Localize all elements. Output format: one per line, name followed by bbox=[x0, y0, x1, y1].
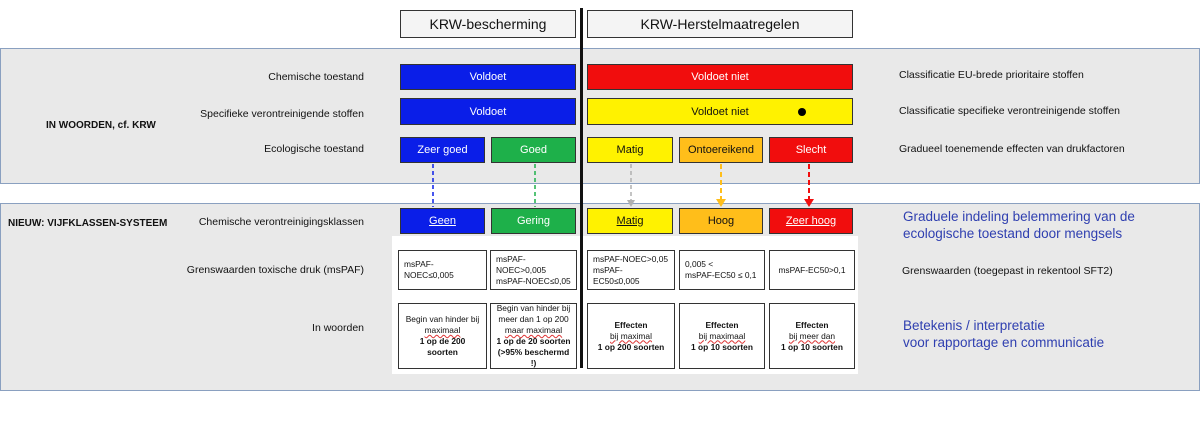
desc-classes-line1: Graduele indeling belemmering van de bbox=[903, 209, 1135, 224]
desc-in-woorden bbox=[903, 317, 1104, 351]
specific-left-text: Voldoet bbox=[469, 105, 507, 118]
class-text-geen: Geen bbox=[429, 215, 456, 227]
limit-zeer-hoog-line1: msPAF-EC50>0,1 bbox=[778, 264, 846, 275]
desc-chemische-toestand: Classificatie EU-brede prioritaire stoffen bbox=[899, 69, 1084, 81]
words-geen-line1: Begin van hinder bij bbox=[405, 314, 480, 324]
words-gering-line3: maar maximaal bbox=[504, 325, 563, 335]
desc-grenswaarden: Grenswaarden (toegepast in rekentool SFT2) bbox=[902, 265, 1113, 277]
desc-words-line1: Betekenis / interpretatie bbox=[903, 318, 1045, 333]
limit-box-matig bbox=[587, 250, 675, 290]
class-text-matig: Matig bbox=[616, 215, 644, 227]
limit-box-hoog bbox=[679, 250, 765, 290]
class-cell-matig bbox=[587, 208, 673, 234]
words-zeer-hoog-line1: Effecten bbox=[795, 319, 829, 330]
row-label-chemische-toestand: Chemische toestand bbox=[268, 71, 364, 83]
words-gering-line2: meer dan 1 op 200 bbox=[498, 314, 569, 324]
limit-hoog-line2: msPAF-EC50 ≤ 0,1 bbox=[685, 270, 757, 280]
desc-classes-line2: ecologische toestand door mengsels bbox=[903, 226, 1123, 241]
desc-specifieke-stoffen: Classificatie specifieke verontreinigende stoffen bbox=[899, 105, 1121, 117]
side-label-vijfklassen: NIEUW: VIJFKLASSEN-SYSTEEM bbox=[8, 218, 168, 229]
limit-matig-line2: msPAF-EC50≤0,005 bbox=[593, 264, 640, 286]
limit-geen-line1: msPAF-NOEC≤0,005 bbox=[404, 259, 454, 280]
desc-words-line2: voor rapportage en communicatie bbox=[903, 335, 1105, 350]
header-krw-bescherming: KRW-bescherming bbox=[400, 10, 576, 38]
words-zeer-hoog-line3: 1 op 10 soorten bbox=[781, 341, 843, 352]
words-hoog-line2: bij maximaal bbox=[698, 330, 746, 341]
class-cell-zeer-hoog bbox=[769, 208, 853, 234]
chemical-left-text: Voldoet bbox=[469, 71, 507, 83]
limit-gering-line1: msPAF-NOEC>0,005 bbox=[496, 253, 547, 275]
words-zeer-hoog-line2: bij meer dan bbox=[788, 330, 836, 341]
desc-verontreinigingsklassen bbox=[903, 208, 1135, 242]
limit-hoog-line1: 0,005 < bbox=[685, 259, 714, 269]
side-label-in-woorden: IN WOORDEN, cf. KRW bbox=[46, 120, 156, 131]
arrowhead-slecht bbox=[804, 199, 814, 207]
row-label-grenswaarden: Grenswaarden toxische druk (msPAF) bbox=[186, 264, 364, 276]
words-box-zeer-hoog bbox=[769, 303, 855, 369]
arrowhead-ontoereikend bbox=[716, 199, 726, 207]
limit-box-geen bbox=[398, 250, 487, 290]
words-box-gering bbox=[490, 303, 577, 369]
class-cell-hoog bbox=[679, 208, 763, 234]
words-geen-line3: 1 op de 200 soorten bbox=[419, 336, 466, 357]
limit-box-gering bbox=[490, 250, 577, 290]
row-label-specifieke-stoffen: Specifieke verontreinigende stoffen bbox=[200, 108, 364, 120]
words-geen-line2: maximaal bbox=[424, 325, 461, 335]
words-box-hoog bbox=[679, 303, 765, 369]
eco-text-matig: Matig bbox=[616, 144, 644, 156]
eco-text-goed: Goed bbox=[520, 144, 547, 156]
words-matig-line1: Effecten bbox=[614, 319, 648, 330]
class-cell-geen bbox=[400, 208, 485, 234]
limit-gering-line2: msPAF-NOEC≤0,05 bbox=[496, 275, 571, 286]
chemical-right-text: Voldoet niet bbox=[691, 71, 749, 83]
eco-text-ontoereikend: Ontoereikend bbox=[687, 144, 755, 156]
class-text-gering: Gering bbox=[516, 215, 551, 227]
eco-text-zeer-goed: Zeer goed bbox=[417, 144, 468, 156]
specific-right-text: Voldoet niet bbox=[691, 105, 749, 118]
words-hoog-line1: Effecten bbox=[705, 319, 739, 330]
eco-text-slecht: Slecht bbox=[795, 144, 827, 156]
vertical-divider bbox=[580, 8, 583, 368]
words-matig-line3: 1 op 200 soorten bbox=[597, 341, 665, 352]
words-matig-line2: bij maximal bbox=[610, 330, 652, 341]
row-label-verontreinigingsklassen: Chemische verontreinigingsklassen bbox=[198, 216, 364, 228]
header-krw-herstelmaatregelen: KRW-Herstelmaatregelen bbox=[587, 10, 853, 38]
limit-box-zeer-hoog bbox=[769, 250, 855, 290]
words-box-geen bbox=[398, 303, 487, 369]
words-box-matig bbox=[587, 303, 675, 369]
words-gering-line5: (>95% beschermd !) bbox=[497, 347, 570, 368]
class-cell-gering bbox=[491, 208, 576, 234]
limit-matig-line1: msPAF-NOEC>0,05 bbox=[593, 253, 669, 264]
class-text-zeer-hoog: Zeer hoog bbox=[785, 215, 837, 227]
desc-ecologische-toestand: Gradueel toenemende effecten van drukfactoren bbox=[899, 143, 1125, 155]
words-gering-line4: 1 op de 20 soorten bbox=[496, 336, 571, 346]
words-hoog-line3: 1 op 10 soorten bbox=[691, 341, 753, 352]
row-label-ecologische-toestand: Ecologische toestand bbox=[264, 143, 364, 155]
row-label-in-woorden: In woorden bbox=[312, 322, 364, 334]
arrowhead-matig bbox=[627, 200, 635, 207]
class-text-hoog: Hoog bbox=[707, 215, 735, 227]
words-gering-line1: Begin van hinder bij bbox=[496, 303, 571, 313]
